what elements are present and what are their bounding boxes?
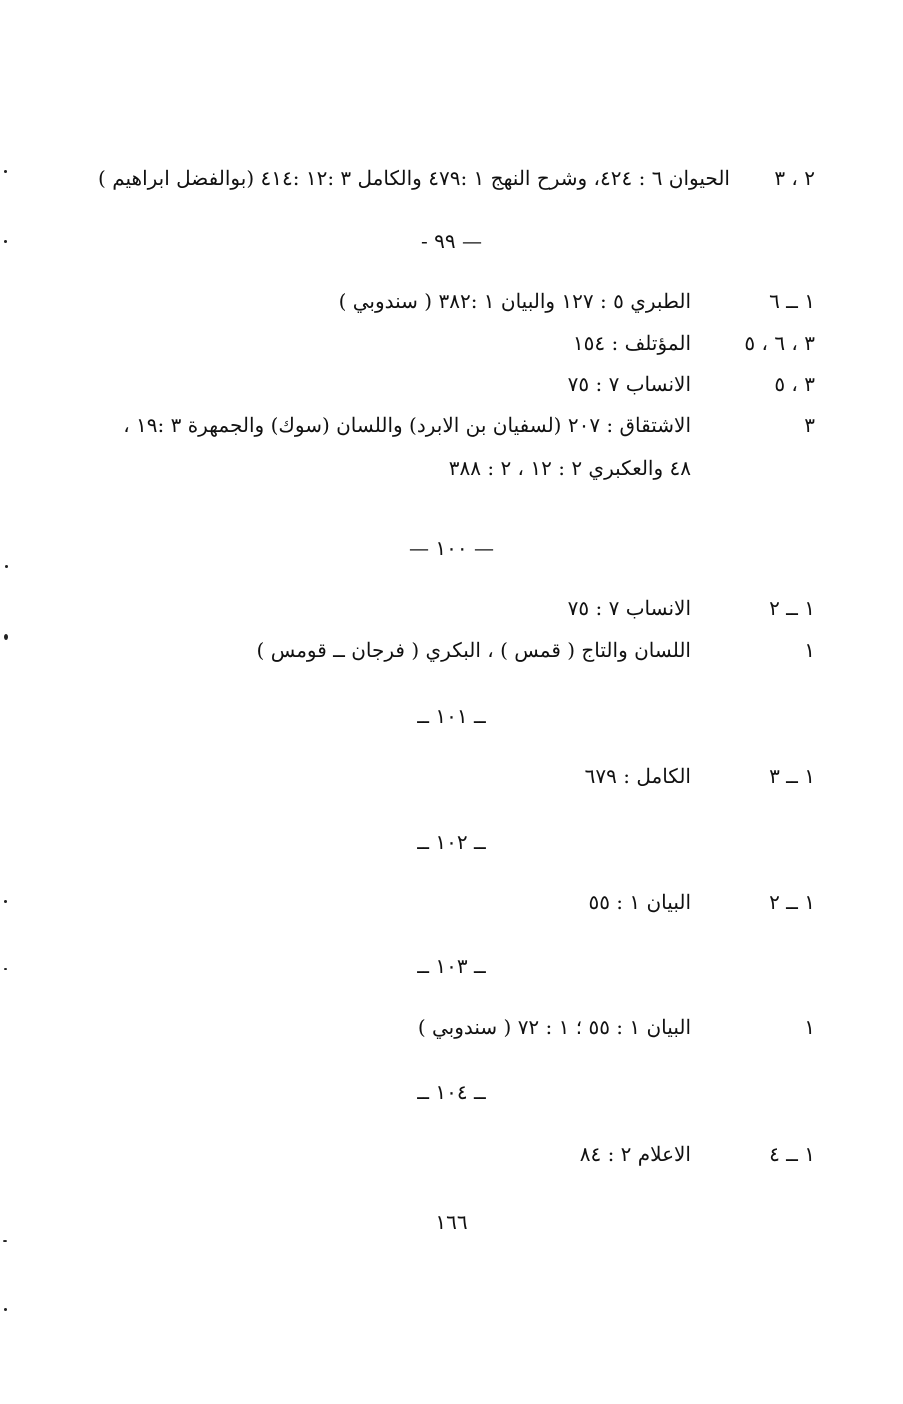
entry-number: ١ ــ ٦: [769, 289, 815, 313]
entry-number: ٣ ، ٦ ، ٥: [744, 331, 815, 355]
entry-number: ١: [804, 1015, 815, 1039]
entry-reference: الاعلام ٢ : ٨٤: [579, 1142, 691, 1166]
entry-reference: الاشتقاق : ٢٠٧ (لسفيان بن الابرد) واللسان (سوك) والجمهرة ٣ :١٩ ،: [123, 413, 691, 437]
entry-continuation: [0, 450, 903, 486]
entry-reference: الطبري ٥ : ١٢٧ والبيان ١ :٣٨٢ ( سندوبي ): [338, 289, 691, 313]
scan-speck: [4, 240, 7, 243]
entry-row: [0, 1009, 903, 1045]
entry-reference: البيان ١ : ٥٥: [588, 890, 691, 914]
entry-row: [0, 366, 903, 402]
section-heading-101: ــ ١٠١ ــ: [417, 704, 486, 728]
entry-number: ٣: [804, 413, 815, 437]
entry-number: ٣ ، ٥: [774, 372, 815, 396]
entry-row: [0, 884, 903, 920]
entry-number: ١: [804, 638, 815, 662]
entry-row: [0, 283, 903, 319]
top-entry-reference: الحيوان ٦ : ٤٢٤، وشرح النهج ١ :٤٧٩ والكامل ٣ :١٢ :٤١٤ (بوالفضل ابراهيم ): [98, 166, 730, 190]
entry-number: ١ ــ ٤: [769, 1142, 815, 1166]
entry-number: ١ ــ ٢: [769, 890, 815, 914]
section-heading-99: — ٩٩ -: [421, 229, 482, 253]
entry-reference-continuation: ٤٨ والعكبري ٢ : ١٢ ، ٢ : ٣٨٨: [448, 456, 691, 480]
entry-row: [0, 325, 903, 361]
section-heading-100: — ١٠٠ —: [409, 536, 494, 560]
scan-speck: [3, 1240, 7, 1242]
top-entry: [98, 160, 815, 196]
scan-speck: [5, 565, 8, 568]
entry-reference: المؤتلف : ١٥٤: [572, 331, 691, 355]
entry-row: [0, 632, 903, 668]
scan-speck: [4, 968, 7, 970]
scan-speck: [4, 634, 8, 640]
section-heading-104: ــ ١٠٤ ــ: [417, 1080, 486, 1104]
entry-row: [0, 1136, 903, 1172]
entry-reference: اللسان والتاج ( قمس ) ، البكري ( فرجان ــ قومس ): [256, 638, 691, 662]
entry-number: ١ ــ ٢: [769, 596, 815, 620]
top-entry-number: ٢ ، ٣: [774, 166, 815, 190]
section-heading-102: ــ ١٠٢ ــ: [417, 830, 486, 854]
entry-row: [0, 590, 903, 626]
entry-row: [0, 758, 903, 794]
entry-number: ١ ــ ٣: [769, 764, 815, 788]
entry-reference: البيان ١ : ٥٥ ؛ ١ : ٧٢ ( سندوبي ): [417, 1015, 691, 1039]
entry-row: [0, 407, 903, 443]
entry-reference: الانساب ٧ : ٧٥: [567, 372, 691, 396]
scan-speck: [4, 1308, 7, 1311]
section-heading-103: ــ ١٠٣ ــ: [417, 954, 486, 978]
scan-speck: [4, 170, 7, 173]
entry-reference: الانساب ٧ : ٧٥: [567, 596, 691, 620]
page-number: ١٦٦: [435, 1210, 468, 1234]
entry-reference: الكامل : ٦٧٩: [584, 764, 691, 788]
scan-speck: [4, 900, 7, 903]
